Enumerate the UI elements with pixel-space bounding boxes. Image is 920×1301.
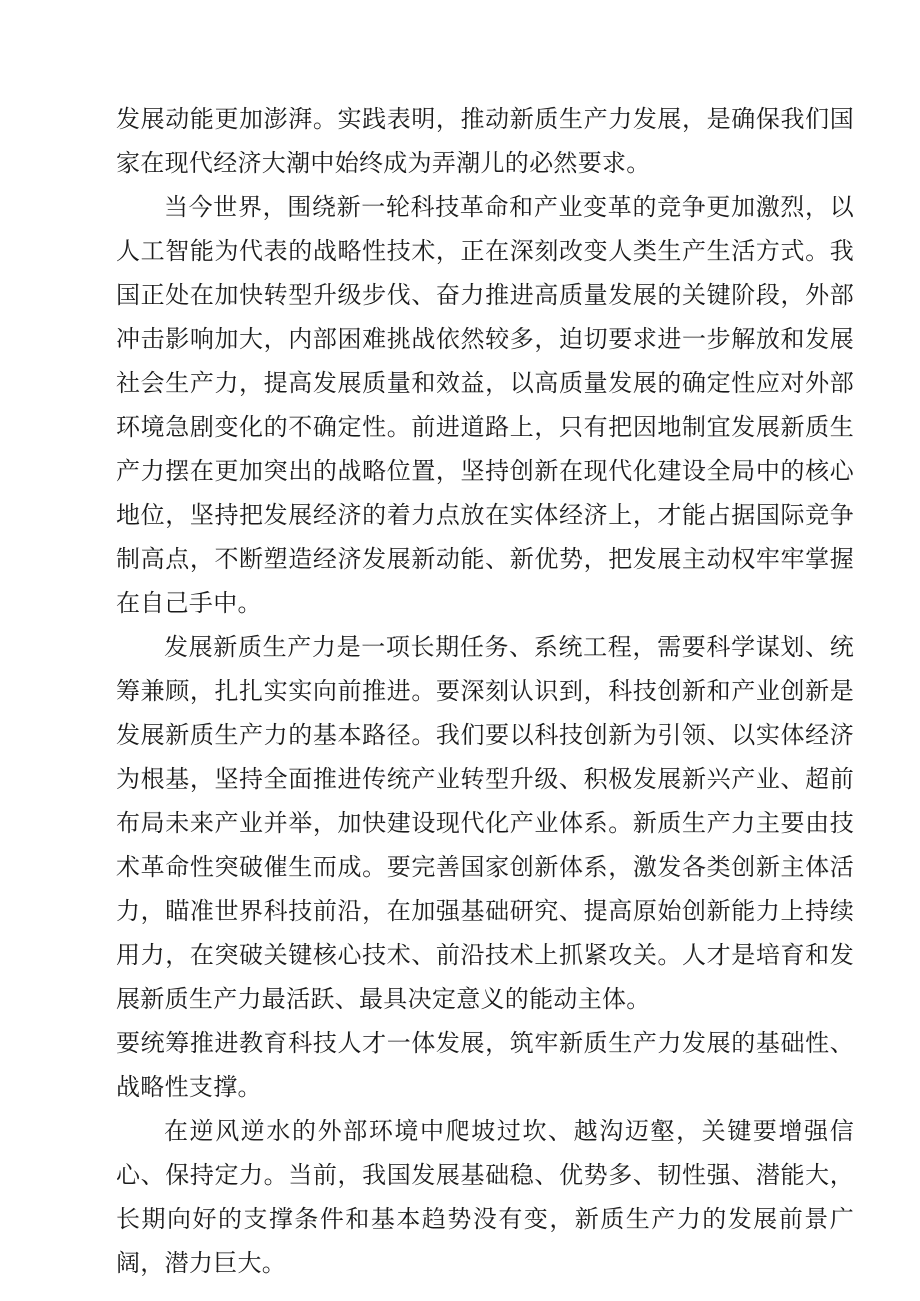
document-body <box>116 97 854 1285</box>
paragraph-confidence: 在逆风逆水的外部环境中爬坡过坎、越沟迈壑，关键要增强信心、保持定力。当前，我国发展基础稳、优势多、韧性强、潜能大，长期向好的支撑条件和基本趋势没有变，新质生产力的发展前景广阔，潜力巨大。 <box>116 1117 854 1277</box>
paragraph-long-term-task: 发展新质生产力是一项长期任务、系统工程，需要科学谋划、统筹兼顾，扎扎实实向前推进。要深刻认识到，科技创新和产业创新是发展新质生产力的基本路径。我们要以科技创新为引领、以实体经济为根基，坚持全面推进传统产业转型升级、积极发展新兴产业、超前布局未来产业并举，加快建设现代化产业体系。新质生产力主要由技术革命性突破催生而成。要完善国家创新体系，激发各类创新主体活力，瞄准世界科技前沿，在加强基础研究、提高原始创新能力上持续用力，在突破关键核心技术、前沿技术上抓紧攻关。人才是培育和发展新质生产力最活跃、最具决定意义的能动主体。 <box>116 633 854 1013</box>
paragraph-world-context: 当今世界，围绕新一轮科技革命和产业变革的竞争更加激烈，以人工智能为代表的战略性技术，正在深刻改变人类生产生活方式。我国正处在加快转型升级步伐、奋力推进高质量发展的关键阶段，外部冲击影响加大，内部困难挑战依然较多，迫切要求进一步解放和发展社会生产力，提高发展质量和效益，以高质量发展的确定性应对外部环境急剧变化的不确定性。前进道路上，只有把因地制宜发展新质生产力摆在更加突出的战略位置，坚持创新在现代化建设全局中的核心地位，坚持把发展经济的着力点放在实体经济上，才能占据国际竞争制高点，不断塑造经济发展新动能、新优势，把发展主动权牢牢掌握在自己手中。 <box>116 193 854 617</box>
paragraph-education-talent: 要统筹推进教育科技人才一体发展，筑牢新质生产力发展的基础性、战略性支撑。 <box>116 1029 854 1101</box>
paragraph-continuation: 发展动能更加澎湃。实践表明，推动新质生产力发展，是确保我们国家在现代经济大潮中始终成为弄潮儿的必然要求。 <box>116 105 854 177</box>
